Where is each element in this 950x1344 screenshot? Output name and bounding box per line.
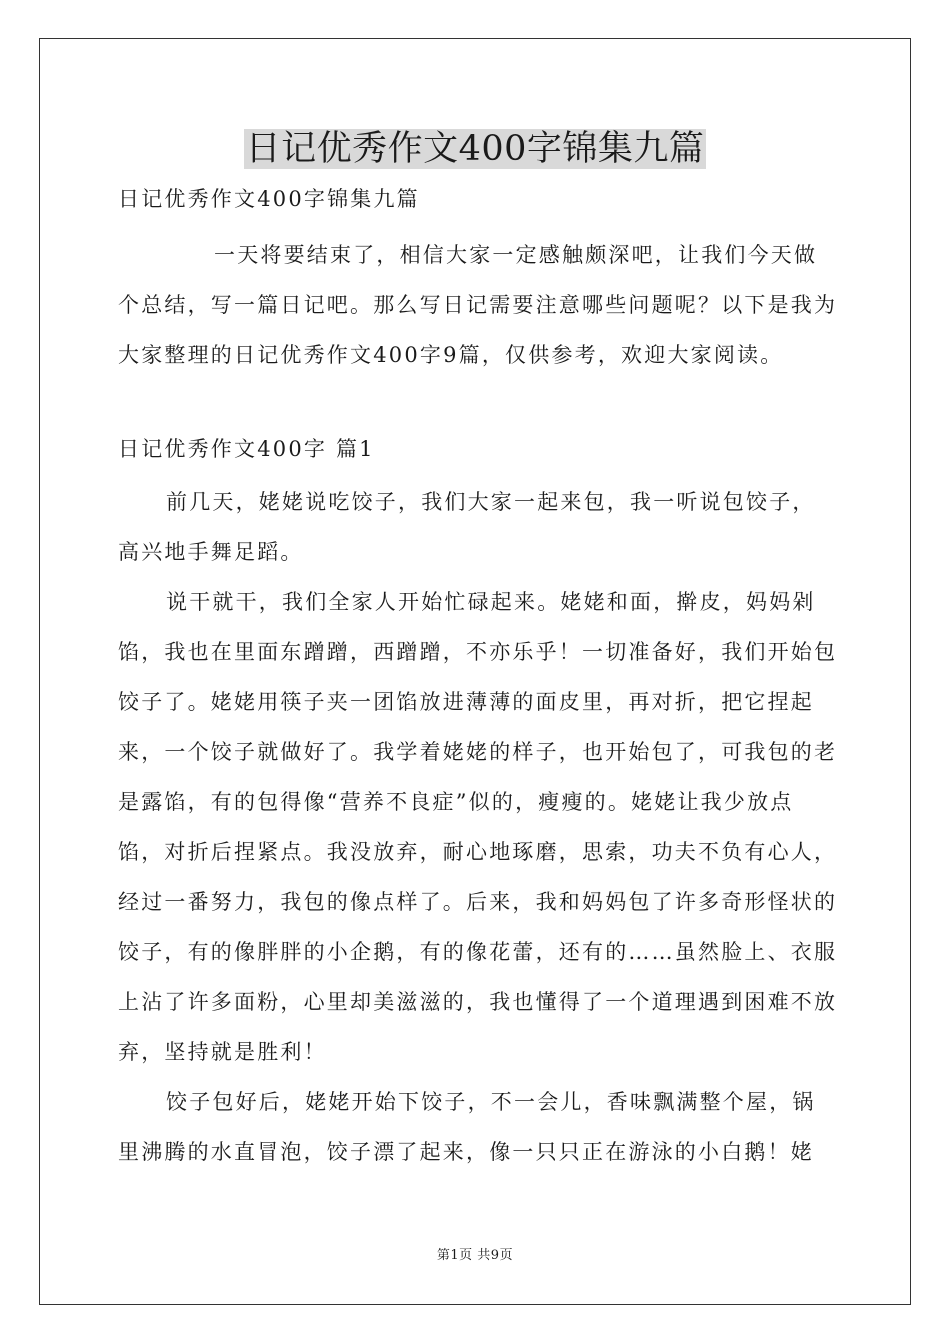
document-title <box>0 124 950 174</box>
document-title-text: 日记优秀作文400字锦集九篇 <box>245 129 705 169</box>
intro-paragraph: 一天将要结束了，相信大家一定感触颇深吧，让我们今天做个总结，写一篇日记吧。那么写日记需要注意哪些问题呢？以下是我为大家整理的日记优秀作文400字9篇，仅供参考，欢迎大家阅读。 <box>118 243 838 367</box>
document-subtitle: 日记优秀作文400字锦集九篇 <box>118 187 420 211</box>
body-paragraph: 说干就干，我们全家人开始忙碌起来。姥姥和面，擀皮，妈妈剁馅，我也在里面东蹭蹭，西蹭蹭，不亦乐乎！一切准备好，我们开始包饺子了。姥姥用筷子夹一团馅放进薄薄的面皮里，再对折，把它捏起来，一个饺子就做好了。我学着姥姥的样子，也开始包了，可我包的老是露馅，有的包得像“营养不良症”似的，瘦瘦的。姥姥让我少放点馅，对折后捏紧点。我没放弃，耐心地琢磨，思索，功夫不负有心人，经过一番努力，我包的像点样了。后来，我和妈妈包了许多奇形怪状的饺子，有的像胖胖的小企鹅，有的像花蕾，还有的……虽然脸上、衣服上沾了许多面粉，心里却美滋滋的，我也懂得了一个道理遇到困难不放弃，坚持就是胜利！ <box>118 590 838 1064</box>
body-paragraph: 饺子包好后，姥姥开始下饺子，不一会儿，香味飘满整个屋，锅里沸腾的水直冒泡，饺子漂了起来，像一只只正在游泳的小白鹅！姥 <box>118 1090 816 1164</box>
body-paragraph: 前几天，姥姥说吃饺子，我们大家一起来包，我一听说包饺子，高兴地手舞足蹈。 <box>118 490 816 564</box>
section-heading: 日记优秀作文400字 篇1 <box>118 437 375 461</box>
page-number-footer: 第1页 共9页 <box>436 1248 514 1263</box>
